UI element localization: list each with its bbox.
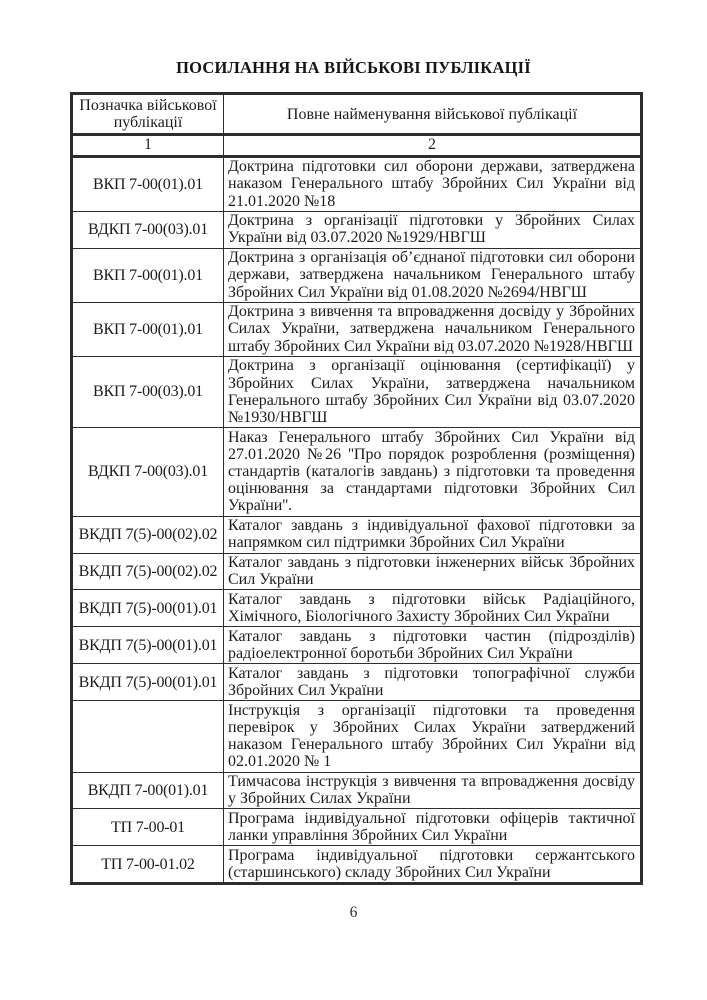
table-row — [72, 772, 642, 809]
column-header-full-name: Повне найменування військової публікації — [224, 94, 642, 135]
publication-name: Тимчасова інструкція з вивчення та впровадження досвіду у Збройних Силах України — [224, 772, 642, 809]
publication-name: Наказ Генерального штабу Збройних Сил України від 27.01.2020 №26 ''Про порядок розроблення (розміщення) стандартів (каталогів завдань) з підготовки та проведення оцінювання за стандартами підготовки Збройних Сил України''. — [224, 428, 642, 517]
publication-name: Каталог завдань з підготовки частин (підрозділів) радіоелектронної боротьби Збройних Сил України — [224, 627, 642, 664]
publication-code: ВКДП 7(5)-00(02).02 — [72, 516, 224, 553]
table-body — [72, 156, 642, 884]
publication-name: Програма індивідуальної підготовки сержантського (старшинського) складу Збройних Сил України — [224, 846, 642, 884]
publications-table — [70, 92, 643, 885]
table-row — [72, 701, 642, 772]
publication-code: ТП 7-00-01.02 — [72, 846, 224, 884]
publication-code: ТП 7-00-01 — [72, 809, 224, 846]
column-header-designation: Позначка військової публікації — [72, 94, 224, 135]
table-row — [72, 156, 642, 211]
publication-name: Інструкція з організації підготовки та проведення перевірок у Збройних Силах України затверджений наказом Генерального штабу Збройних Сил України від 02.01.2020 № 1 — [224, 701, 642, 772]
publication-code: ВКДП 7(5)-00(01).01 — [72, 590, 224, 627]
column-number-2: 2 — [224, 135, 642, 156]
publication-code: ВКДП 7(5)-00(01).01 — [72, 627, 224, 664]
page-title: ПОСИЛАННЯ НА ВІЙСЬКОВІ ПУБЛІКАЦІЇ — [176, 58, 531, 77]
publication-name: Каталог завдань з підготовки військ Радіаційного, Хімічного, Біологічного Захисту Збройних Сил України — [224, 590, 642, 627]
publication-name: Доктрина з організації підготовки у Збройних Силах України від 03.07.2020 №1929/НВГШ — [224, 211, 642, 248]
table-row — [72, 211, 642, 248]
table-row — [72, 302, 642, 356]
publication-name: Доктрина з організація об’єднаної підготовки сил оборони держави, затверджена начальником Генерального штабу Збройних Сил України від 01.08.2020 №2694/НВГШ — [224, 248, 642, 302]
publication-name: Програма індивідуальної підготовки офіцерів тактичної ланки управління Збройних Сил України — [224, 809, 642, 846]
publication-name: Доктрина підготовки сил оборони держави, затверджена наказом Генерального штабу Збройних Сил України від 21.01.2020 №18 — [224, 156, 642, 211]
publication-code: ВКДП 7-00(01).01 — [72, 772, 224, 809]
publication-name: Каталог завдань з підготовки інженерних військ Збройних Сил України — [224, 553, 642, 590]
publication-code: ВКДП 7(5)-00(01).01 — [72, 664, 224, 701]
table-row — [72, 846, 642, 884]
publication-code: ВКП 7-00(01).01 — [72, 248, 224, 302]
table-row — [72, 664, 642, 701]
publication-name: Каталог завдань з підготовки топографічної служби Збройних Сил України — [224, 664, 642, 701]
publication-code: ВКП 7-00(01).01 — [72, 302, 224, 356]
publication-code: ВКП 7-00(01).01 — [72, 156, 224, 211]
table-row — [72, 590, 642, 627]
publication-code: ВДКП 7-00(03).01 — [72, 211, 224, 248]
page-number: 6 — [349, 904, 358, 922]
table-header-row — [72, 94, 642, 135]
table-row — [72, 356, 642, 427]
publication-name: Доктрина з вивчення та впровадження досвіду у Збройних Силах України, затверджена начальником Генерального штабу Збройних Сил України від 03.07.2020 №1928/НВГШ — [224, 302, 642, 356]
table-row — [72, 516, 642, 553]
column-number-1: 1 — [72, 135, 224, 156]
table-row — [72, 627, 642, 664]
table-row — [72, 809, 642, 846]
publication-code — [72, 701, 224, 772]
publication-name: Каталог завдань з індивідуальної фахової підготовки за напрямком сил підтримки Збройних Сил України — [224, 516, 642, 553]
publication-code: ВДКП 7-00(03).01 — [72, 428, 224, 517]
table-row — [72, 428, 642, 517]
table-row — [72, 553, 642, 590]
column-number-row — [72, 135, 642, 156]
publication-name: Доктрина з організації оцінювання (сертифікації) у Збройних Силах України, затверджена начальником Генерального штабу Збройних Сил України від 03.07.2020 №1930/НВГШ — [224, 356, 642, 427]
publication-code: ВКП 7-00(03).01 — [72, 356, 224, 427]
table-row — [72, 248, 642, 302]
publication-code: ВКДП 7(5)-00(02).02 — [72, 553, 224, 590]
